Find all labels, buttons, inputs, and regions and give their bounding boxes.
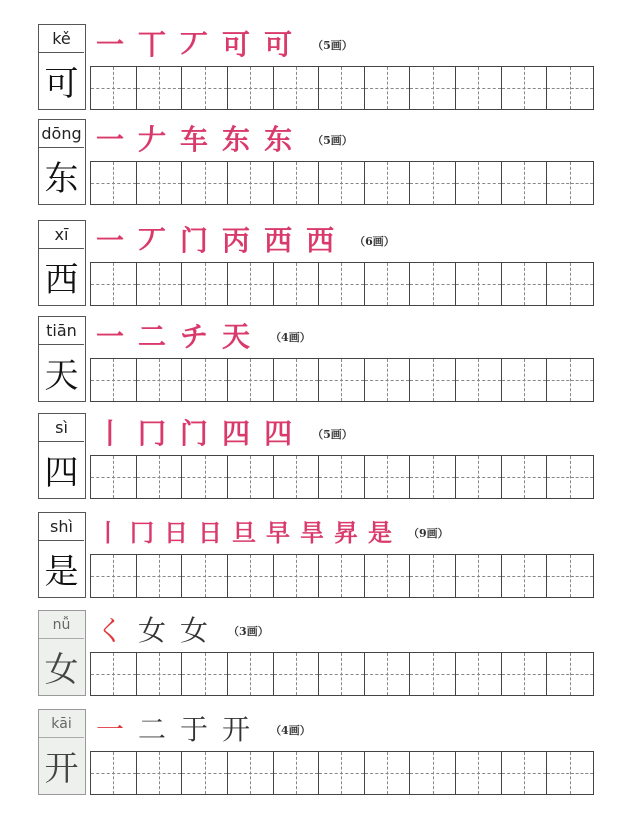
stroke-step: 女 (138, 614, 167, 647)
grid-cell[interactable] (456, 456, 502, 498)
grid-cell[interactable] (456, 653, 502, 695)
stroke-sequence (96, 318, 311, 356)
grid-cell[interactable] (410, 162, 456, 204)
grid-cell[interactable] (456, 263, 502, 305)
grid-cell[interactable] (137, 653, 183, 695)
grid-cell[interactable] (182, 359, 228, 401)
row-tian (0, 312, 640, 408)
grid-cell[interactable] (182, 263, 228, 305)
grid-cell[interactable] (137, 263, 183, 305)
grid-cell[interactable] (547, 263, 593, 305)
grid-cell[interactable] (456, 359, 502, 401)
stroke-step: 门 (180, 417, 209, 450)
stroke-sequence (96, 415, 353, 453)
practice-grid (90, 751, 594, 795)
stroke-step: 丨 (96, 417, 125, 450)
grid-cell[interactable] (365, 67, 411, 109)
grid-cell[interactable] (365, 555, 411, 597)
pinyin: dōng (39, 120, 84, 148)
stroke-count: （9画） (408, 527, 449, 540)
grid-cell[interactable] (456, 162, 502, 204)
stroke-step: 于 (180, 713, 209, 746)
stroke-step: 一 (96, 224, 125, 257)
grid-cell[interactable] (274, 456, 320, 498)
practice-grid (90, 358, 594, 402)
grid-cell[interactable] (410, 359, 456, 401)
stroke-step: チ (180, 320, 209, 353)
grid-cell[interactable] (319, 653, 365, 695)
stroke-count: （5画） (312, 134, 353, 147)
stroke-count: （3画） (228, 625, 269, 638)
stroke-step: 丆 (180, 28, 209, 61)
grid-cell[interactable] (274, 752, 320, 794)
stroke-sequence (96, 711, 311, 749)
stroke-step: 二 (138, 713, 167, 746)
character: 是 (44, 552, 79, 592)
grid-cell[interactable] (456, 67, 502, 109)
row-ke (0, 20, 640, 116)
grid-cell[interactable] (228, 162, 274, 204)
stroke-step: 可 (222, 28, 251, 61)
grid-cell[interactable] (319, 67, 365, 109)
grid-cell[interactable] (274, 67, 320, 109)
grid-cell[interactable] (182, 555, 228, 597)
stroke-count: （4画） (270, 724, 311, 737)
stroke-step: 二 (138, 320, 167, 353)
row-shi (0, 508, 640, 604)
practice-grid (90, 161, 594, 205)
pinyin: xī (39, 221, 84, 249)
grid-cell[interactable] (274, 263, 320, 305)
pinyin: nǚ (39, 611, 84, 639)
grid-cell[interactable] (137, 752, 183, 794)
stroke-step: 车 (180, 123, 209, 156)
character-box (38, 220, 86, 306)
character: 四 (44, 453, 79, 493)
grid-cell[interactable] (319, 162, 365, 204)
practice-grid (90, 66, 594, 110)
grid-cell[interactable] (91, 456, 137, 498)
grid-cell[interactable] (182, 456, 228, 498)
grid-cell[interactable] (502, 752, 548, 794)
grid-cell[interactable] (91, 752, 137, 794)
grid-cell[interactable] (319, 263, 365, 305)
practice-grid (90, 262, 594, 306)
grid-cell[interactable] (502, 263, 548, 305)
character: 东 (44, 159, 79, 199)
stroke-step: 冂 (138, 417, 167, 450)
character-box (38, 24, 86, 110)
stroke-count: （5画） (312, 39, 353, 52)
grid-cell[interactable] (91, 653, 137, 695)
practice-grid (90, 652, 594, 696)
stroke-step: 东 (222, 123, 251, 156)
grid-cell[interactable] (410, 752, 456, 794)
character: 可 (44, 64, 79, 104)
row-kai (0, 705, 640, 801)
character: 西 (44, 260, 79, 300)
grid-cell[interactable] (228, 653, 274, 695)
grid-cell[interactable] (91, 162, 137, 204)
stroke-step: 丆 (138, 224, 167, 257)
grid-cell[interactable] (228, 67, 274, 109)
grid-cell[interactable] (182, 653, 228, 695)
character: 开 (44, 749, 79, 789)
character-box (38, 709, 86, 795)
stroke-step: 丙 (222, 224, 251, 257)
grid-cell[interactable] (137, 456, 183, 498)
character: 天 (44, 356, 79, 396)
grid-cell[interactable] (319, 359, 365, 401)
row-nu (0, 606, 640, 702)
grid-cell[interactable] (456, 555, 502, 597)
grid-cell[interactable] (137, 359, 183, 401)
stroke-step: 四 (264, 417, 293, 450)
grid-cell[interactable] (182, 162, 228, 204)
grid-cell[interactable] (274, 653, 320, 695)
grid-cell[interactable] (365, 263, 411, 305)
character-box (38, 610, 86, 696)
stroke-step: 早 (266, 518, 290, 547)
grid-cell[interactable] (365, 456, 411, 498)
character-box (38, 316, 86, 402)
grid-cell[interactable] (502, 359, 548, 401)
grid-cell[interactable] (502, 162, 548, 204)
grid-cell[interactable] (547, 456, 593, 498)
character-box (38, 119, 86, 205)
stroke-step: 一 (96, 28, 125, 61)
row-si (0, 409, 640, 505)
grid-cell[interactable] (365, 162, 411, 204)
stroke-step: 是 (368, 518, 392, 547)
stroke-step: 一 (96, 320, 125, 353)
grid-cell[interactable] (91, 263, 137, 305)
grid-cell[interactable] (319, 555, 365, 597)
stroke-count: （5画） (312, 428, 353, 441)
grid-cell[interactable] (502, 456, 548, 498)
stroke-step: く (96, 614, 125, 647)
grid-cell[interactable] (137, 162, 183, 204)
grid-cell[interactable] (547, 162, 593, 204)
grid-cell[interactable] (547, 752, 593, 794)
grid-cell[interactable] (410, 653, 456, 695)
stroke-step: 日 (164, 518, 188, 547)
pinyin: kāi (39, 710, 84, 738)
grid-cell[interactable] (228, 555, 274, 597)
stroke-step: 开 (222, 713, 251, 746)
stroke-step: 门 (180, 224, 209, 257)
stroke-sequence (96, 514, 449, 552)
grid-cell[interactable] (91, 67, 137, 109)
stroke-step: 日 (198, 518, 222, 547)
stroke-step: 西 (264, 224, 293, 257)
grid-cell[interactable] (137, 67, 183, 109)
pinyin: shì (39, 513, 84, 541)
practice-grid (90, 554, 594, 598)
row-dong (0, 115, 640, 211)
stroke-step: 一 (96, 713, 125, 746)
stroke-count: （4画） (270, 331, 311, 344)
stroke-step: 一 (96, 123, 125, 156)
character-box (38, 512, 86, 598)
grid-cell[interactable] (365, 653, 411, 695)
character: 女 (44, 650, 79, 690)
stroke-sequence (96, 26, 353, 64)
grid-cell[interactable] (182, 67, 228, 109)
pinyin: tiān (39, 317, 84, 345)
grid-cell[interactable] (319, 752, 365, 794)
grid-cell[interactable] (319, 456, 365, 498)
grid-cell[interactable] (228, 263, 274, 305)
practice-grid (90, 455, 594, 499)
grid-cell[interactable] (410, 456, 456, 498)
grid-cell[interactable] (182, 752, 228, 794)
stroke-step: 丨 (96, 518, 120, 547)
stroke-count: （6画） (354, 235, 395, 248)
grid-cell[interactable] (456, 752, 502, 794)
pinyin: kě (39, 25, 84, 53)
row-xi (0, 216, 640, 312)
grid-cell[interactable] (228, 359, 274, 401)
grid-cell[interactable] (410, 263, 456, 305)
grid-cell[interactable] (228, 456, 274, 498)
grid-cell[interactable] (365, 752, 411, 794)
grid-cell[interactable] (365, 359, 411, 401)
grid-cell[interactable] (410, 555, 456, 597)
grid-cell[interactable] (502, 653, 548, 695)
grid-cell[interactable] (502, 555, 548, 597)
grid-cell[interactable] (137, 555, 183, 597)
grid-cell[interactable] (502, 67, 548, 109)
stroke-step: 丅 (138, 28, 167, 61)
grid-cell[interactable] (274, 359, 320, 401)
stroke-step: 昇 (334, 518, 358, 547)
stroke-sequence (96, 612, 269, 650)
stroke-step: 天 (222, 320, 251, 353)
stroke-step: 𠂇 (138, 123, 167, 156)
grid-cell[interactable] (228, 752, 274, 794)
grid-cell[interactable] (91, 555, 137, 597)
grid-cell[interactable] (91, 359, 137, 401)
grid-cell[interactable] (274, 162, 320, 204)
grid-cell[interactable] (547, 67, 593, 109)
stroke-step: 可 (264, 28, 293, 61)
pinyin: sì (39, 414, 84, 442)
grid-cell[interactable] (274, 555, 320, 597)
stroke-sequence (96, 222, 395, 260)
stroke-step: 旱 (300, 518, 324, 547)
grid-cell[interactable] (410, 67, 456, 109)
stroke-step: 东 (264, 123, 293, 156)
grid-cell[interactable] (547, 653, 593, 695)
character-box (38, 413, 86, 499)
stroke-sequence (96, 121, 353, 159)
grid-cell[interactable] (547, 555, 593, 597)
stroke-step: 旦 (232, 518, 256, 547)
stroke-step: 四 (222, 417, 251, 450)
stroke-step: 西 (306, 224, 335, 257)
stroke-step: 女 (180, 614, 209, 647)
stroke-step: 冂 (130, 518, 154, 547)
grid-cell[interactable] (547, 359, 593, 401)
